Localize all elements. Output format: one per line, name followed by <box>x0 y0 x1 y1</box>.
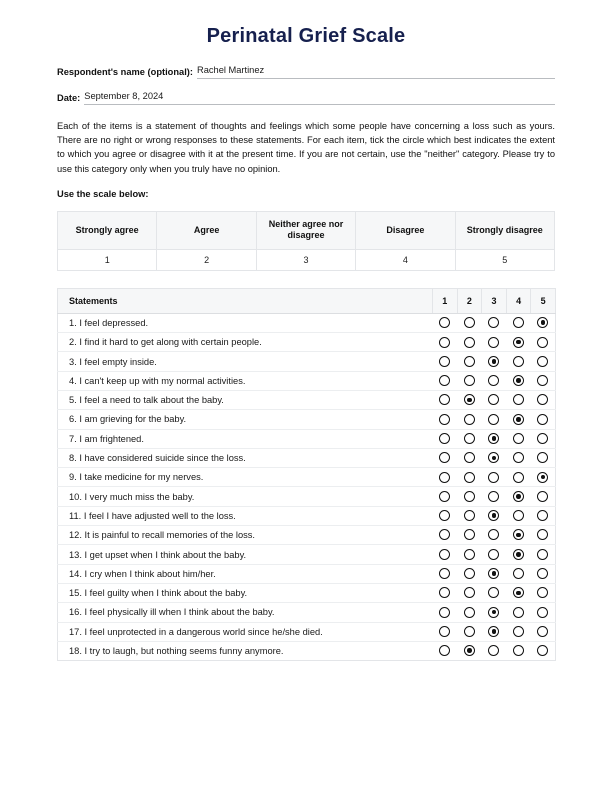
rating-cell-5[interactable] <box>531 391 556 410</box>
radio-empty-icon[interactable] <box>513 510 524 521</box>
rating-cell-4[interactable] <box>506 487 531 506</box>
rating-cell-2[interactable] <box>457 429 482 448</box>
rating-cell-3[interactable] <box>482 641 507 660</box>
rating-cell-1[interactable] <box>433 526 458 545</box>
rating-cell-3[interactable] <box>482 371 507 390</box>
table-row <box>58 564 556 583</box>
rating-cell-3[interactable] <box>482 603 507 622</box>
radio-selected-icon[interactable] <box>513 414 524 425</box>
radio-empty-icon[interactable] <box>464 529 475 540</box>
radio-selected-icon[interactable] <box>488 433 499 444</box>
radio-empty-icon[interactable] <box>464 452 475 463</box>
radio-empty-icon[interactable] <box>537 568 548 579</box>
scale-value-cell: 3 <box>256 249 355 270</box>
radio-empty-icon[interactable] <box>513 394 524 405</box>
rating-cell-2[interactable] <box>457 583 482 602</box>
radio-selected-icon[interactable] <box>488 607 499 618</box>
scale-value-cell: 4 <box>356 249 455 270</box>
radio-empty-icon[interactable] <box>537 587 548 598</box>
rating-cell-1[interactable] <box>433 487 458 506</box>
rating-cell-3[interactable] <box>482 564 507 583</box>
radio-empty-icon[interactable] <box>439 394 450 405</box>
rating-cell-3[interactable] <box>482 583 507 602</box>
rating-cell-4[interactable] <box>506 410 531 429</box>
statement-text: 16. I feel physically ill when I think about the baby. <box>58 603 433 622</box>
radio-empty-icon[interactable] <box>464 414 475 425</box>
radio-empty-icon[interactable] <box>537 529 548 540</box>
rating-cell-5[interactable] <box>531 468 556 487</box>
statement-text: 13. I get upset when I think about the baby. <box>58 545 433 564</box>
scale-legend-table <box>57 211 555 271</box>
radio-empty-icon[interactable] <box>513 645 524 656</box>
radio-empty-icon[interactable] <box>537 356 548 367</box>
rating-cell-4[interactable] <box>506 603 531 622</box>
rating-cell-1[interactable] <box>433 410 458 429</box>
date-label: Date: <box>57 93 81 103</box>
radio-empty-icon[interactable] <box>439 337 450 348</box>
radio-empty-icon[interactable] <box>464 587 475 598</box>
rating-cell-2[interactable] <box>457 622 482 641</box>
radio-empty-icon[interactable] <box>439 414 450 425</box>
radio-empty-icon[interactable] <box>537 337 548 348</box>
radio-empty-icon[interactable] <box>464 491 475 502</box>
rating-cell-1[interactable] <box>433 371 458 390</box>
radio-empty-icon[interactable] <box>464 337 475 348</box>
statement-text: 17. I feel unprotected in a dangerous world since he/she died. <box>58 622 433 641</box>
statement-text: 14. I cry when I think about him/her. <box>58 564 433 583</box>
radio-empty-icon[interactable] <box>513 356 524 367</box>
radio-empty-icon[interactable] <box>488 414 499 425</box>
scale-value-cell: 2 <box>157 249 256 270</box>
radio-selected-icon[interactable] <box>513 529 524 540</box>
rating-cell-3[interactable] <box>482 448 507 467</box>
rating-cell-4[interactable] <box>506 564 531 583</box>
statement-text: 15. I feel guilty when I think about the baby. <box>58 583 433 602</box>
rating-cell-5[interactable] <box>531 545 556 564</box>
radio-empty-icon[interactable] <box>513 433 524 444</box>
rating-cell-4[interactable] <box>506 333 531 352</box>
radio-selected-icon[interactable] <box>488 568 499 579</box>
rating-cell-3[interactable] <box>482 333 507 352</box>
radio-empty-icon[interactable] <box>464 317 475 328</box>
radio-empty-icon[interactable] <box>488 549 499 560</box>
statements-table <box>57 288 556 661</box>
rating-cell-3[interactable] <box>482 545 507 564</box>
radio-empty-icon[interactable] <box>513 626 524 637</box>
rating-cell-3[interactable] <box>482 313 507 332</box>
statement-text: 2. I find it hard to get along with certain people. <box>58 333 433 352</box>
scale-header-cell: Strongly disagree <box>455 211 554 249</box>
page-title: Perinatal Grief Scale <box>206 25 406 47</box>
radio-empty-icon[interactable] <box>439 549 450 560</box>
rating-cell-5[interactable] <box>531 641 556 660</box>
table-row <box>58 526 556 545</box>
radio-empty-icon[interactable] <box>488 491 499 502</box>
table-row <box>58 429 556 448</box>
rating-cell-1[interactable] <box>433 448 458 467</box>
rating-cell-4[interactable] <box>506 391 531 410</box>
rating-cell-5[interactable] <box>531 333 556 352</box>
radio-selected-icon[interactable] <box>513 337 524 348</box>
radio-empty-icon[interactable] <box>488 375 499 386</box>
rating-cell-3[interactable] <box>482 622 507 641</box>
rating-cell-1[interactable] <box>433 583 458 602</box>
radio-empty-icon[interactable] <box>513 472 524 483</box>
radio-empty-icon[interactable] <box>537 394 548 405</box>
rating-cell-5[interactable] <box>531 410 556 429</box>
statement-text: 1. I feel depressed. <box>58 313 433 332</box>
scale-header-cell: Agree <box>157 211 256 249</box>
table-row <box>58 468 556 487</box>
rating-cell-5[interactable] <box>531 487 556 506</box>
rating-column-header-2: 2 <box>457 288 482 313</box>
statement-text: 11. I feel I have adjusted well to the loss. <box>58 506 433 525</box>
radio-empty-icon[interactable] <box>488 317 499 328</box>
table-row <box>58 313 556 332</box>
statement-text: 12. It is painful to recall memories of the loss. <box>58 526 433 545</box>
radio-empty-icon[interactable] <box>537 375 548 386</box>
radio-selected-icon[interactable] <box>513 491 524 502</box>
radio-empty-icon[interactable] <box>439 645 450 656</box>
radio-empty-icon[interactable] <box>439 433 450 444</box>
rating-cell-2[interactable] <box>457 333 482 352</box>
rating-cell-3[interactable] <box>482 410 507 429</box>
radio-empty-icon[interactable] <box>488 472 499 483</box>
statements-column-header: Statements <box>58 288 433 313</box>
table-row <box>58 448 556 467</box>
radio-empty-icon[interactable] <box>439 626 450 637</box>
statements-header-row <box>58 288 556 313</box>
radio-empty-icon[interactable] <box>488 394 499 405</box>
radio-empty-icon[interactable] <box>439 607 450 618</box>
statement-text: 3. I feel empty inside. <box>58 352 433 371</box>
scale-header-row <box>58 211 555 249</box>
rating-cell-2[interactable] <box>457 468 482 487</box>
rating-cell-1[interactable] <box>433 429 458 448</box>
rating-cell-2[interactable] <box>457 526 482 545</box>
rating-cell-2[interactable] <box>457 487 482 506</box>
radio-selected-icon[interactable] <box>488 510 499 521</box>
rating-cell-2[interactable] <box>457 352 482 371</box>
rating-cell-2[interactable] <box>457 641 482 660</box>
table-row <box>58 583 556 602</box>
radio-empty-icon[interactable] <box>513 452 524 463</box>
rating-cell-2[interactable] <box>457 313 482 332</box>
radio-empty-icon[interactable] <box>488 587 499 598</box>
table-row <box>58 391 556 410</box>
rating-cell-2[interactable] <box>457 506 482 525</box>
rating-column-header-5: 5 <box>531 288 556 313</box>
rating-cell-2[interactable] <box>457 564 482 583</box>
rating-cell-5[interactable] <box>531 352 556 371</box>
respondent-name-label: Respondent's name (optional): <box>57 67 193 77</box>
radio-empty-icon[interactable] <box>537 549 548 560</box>
rating-cell-4[interactable] <box>506 429 531 448</box>
radio-empty-icon[interactable] <box>439 510 450 521</box>
rating-cell-4[interactable] <box>506 641 531 660</box>
rating-column-header-3: 3 <box>482 288 507 313</box>
statement-text: 8. I have considered suicide since the loss. <box>58 448 433 467</box>
rating-cell-1[interactable] <box>433 352 458 371</box>
radio-empty-icon[interactable] <box>439 375 450 386</box>
rating-cell-1[interactable] <box>433 506 458 525</box>
statement-text: 18. I try to laugh, but nothing seems funny anymore. <box>58 641 433 660</box>
radio-empty-icon[interactable] <box>513 317 524 328</box>
radio-empty-icon[interactable] <box>464 433 475 444</box>
table-row <box>58 371 556 390</box>
radio-selected-icon[interactable] <box>537 317 548 328</box>
scale-note: Use the scale below: <box>57 188 149 199</box>
rating-cell-3[interactable] <box>482 352 507 371</box>
respondent-name-field-row <box>57 64 555 79</box>
radio-selected-icon[interactable] <box>513 549 524 560</box>
radio-empty-icon[interactable] <box>464 568 475 579</box>
statements-table-container <box>57 288 555 661</box>
rating-cell-1[interactable] <box>433 622 458 641</box>
rating-cell-2[interactable] <box>457 603 482 622</box>
radio-selected-icon[interactable] <box>513 375 524 386</box>
rating-cell-1[interactable] <box>433 391 458 410</box>
radio-empty-icon[interactable] <box>439 587 450 598</box>
rating-cell-1[interactable] <box>433 468 458 487</box>
table-row <box>58 641 556 660</box>
scale-value-cell: 5 <box>455 249 554 270</box>
rating-column-header-1: 1 <box>433 288 458 313</box>
statement-text: 4. I can't keep up with my normal activities. <box>58 371 433 390</box>
radio-selected-icon[interactable] <box>464 645 475 656</box>
rating-cell-5[interactable] <box>531 448 556 467</box>
rating-cell-4[interactable] <box>506 583 531 602</box>
rating-cell-5[interactable] <box>531 526 556 545</box>
rating-cell-4[interactable] <box>506 526 531 545</box>
radio-empty-icon[interactable] <box>439 356 450 367</box>
scale-header-cell: Strongly agree <box>58 211 157 249</box>
radio-empty-icon[interactable] <box>513 568 524 579</box>
radio-empty-icon[interactable] <box>464 626 475 637</box>
rating-cell-2[interactable] <box>457 391 482 410</box>
scale-legend-table-container <box>57 211 555 271</box>
table-row <box>58 352 556 371</box>
statement-text: 10. I very much miss the baby. <box>58 487 433 506</box>
statement-text: 5. I feel a need to talk about the baby. <box>58 391 433 410</box>
rating-cell-1[interactable] <box>433 564 458 583</box>
rating-cell-4[interactable] <box>506 313 531 332</box>
rating-cell-2[interactable] <box>457 410 482 429</box>
radio-selected-icon[interactable] <box>464 394 475 405</box>
rating-column-header-4: 4 <box>506 288 531 313</box>
statement-text: 7. I am frightened. <box>58 429 433 448</box>
rating-cell-3[interactable] <box>482 429 507 448</box>
radio-empty-icon[interactable] <box>439 529 450 540</box>
radio-empty-icon[interactable] <box>537 510 548 521</box>
radio-empty-icon[interactable] <box>537 452 548 463</box>
rating-cell-4[interactable] <box>506 371 531 390</box>
scale-value-row <box>58 249 555 270</box>
radio-empty-icon[interactable] <box>537 626 548 637</box>
table-row <box>58 545 556 564</box>
radio-empty-icon[interactable] <box>537 491 548 502</box>
radio-empty-icon[interactable] <box>488 645 499 656</box>
radio-selected-icon[interactable] <box>513 587 524 598</box>
table-row <box>58 506 556 525</box>
instructions-paragraph: Each of the items is a statement of thoughts and feelings which some people have concerning a loss such as yours. There are no right or wrong responses to these statements. For each item, tick the circle which best indicates the extent to which you agree or disagree with it at the present time. If you are not certain, use the "neither" category. Please try to use this category only when you truly have no opinion. <box>57 121 555 174</box>
radio-empty-icon[interactable] <box>537 645 548 656</box>
respondent-name-input[interactable]: Rachel Martinez <box>197 64 555 79</box>
radio-empty-icon[interactable] <box>439 317 450 328</box>
rating-cell-3[interactable] <box>482 526 507 545</box>
statements-body <box>58 313 556 660</box>
rating-cell-5[interactable] <box>531 429 556 448</box>
rating-cell-4[interactable] <box>506 506 531 525</box>
radio-empty-icon[interactable] <box>464 356 475 367</box>
radio-empty-icon[interactable] <box>537 414 548 425</box>
rating-cell-4[interactable] <box>506 622 531 641</box>
rating-cell-3[interactable] <box>482 487 507 506</box>
statement-text: 9. I take medicine for my nerves. <box>58 468 433 487</box>
radio-empty-icon[interactable] <box>439 491 450 502</box>
table-row <box>58 622 556 641</box>
rating-cell-5[interactable] <box>531 603 556 622</box>
radio-empty-icon[interactable] <box>464 472 475 483</box>
radio-empty-icon[interactable] <box>513 607 524 618</box>
radio-empty-icon[interactable] <box>464 607 475 618</box>
table-row <box>58 487 556 506</box>
date-field-row <box>57 90 555 105</box>
scale-header-cell: Neither agree nor disagree <box>256 211 355 249</box>
rating-cell-5[interactable] <box>531 506 556 525</box>
rating-cell-4[interactable] <box>506 352 531 371</box>
statement-text: 6. I am grieving for the baby. <box>58 410 433 429</box>
scale-header-cell: Disagree <box>356 211 455 249</box>
scale-value-cell: 1 <box>58 249 157 270</box>
rating-cell-1[interactable] <box>433 333 458 352</box>
radio-selected-icon[interactable] <box>488 626 499 637</box>
rating-cell-2[interactable] <box>457 448 482 467</box>
rating-cell-1[interactable] <box>433 545 458 564</box>
rating-cell-2[interactable] <box>457 371 482 390</box>
rating-cell-1[interactable] <box>433 603 458 622</box>
radio-empty-icon[interactable] <box>537 607 548 618</box>
table-row <box>58 410 556 429</box>
date-input[interactable]: September 8, 2024 <box>84 90 555 105</box>
radio-selected-icon[interactable] <box>488 452 499 463</box>
radio-empty-icon[interactable] <box>439 568 450 579</box>
rating-cell-1[interactable] <box>433 313 458 332</box>
rating-cell-2[interactable] <box>457 545 482 564</box>
rating-cell-4[interactable] <box>506 468 531 487</box>
radio-empty-icon[interactable] <box>439 472 450 483</box>
rating-cell-5[interactable] <box>531 622 556 641</box>
rating-cell-5[interactable] <box>531 313 556 332</box>
rating-cell-3[interactable] <box>482 391 507 410</box>
radio-empty-icon[interactable] <box>488 337 499 348</box>
rating-cell-5[interactable] <box>531 564 556 583</box>
radio-selected-icon[interactable] <box>537 472 548 483</box>
rating-cell-4[interactable] <box>506 448 531 467</box>
radio-empty-icon[interactable] <box>439 452 450 463</box>
table-row <box>58 333 556 352</box>
rating-cell-5[interactable] <box>531 371 556 390</box>
rating-cell-3[interactable] <box>482 468 507 487</box>
rating-cell-5[interactable] <box>531 583 556 602</box>
radio-empty-icon[interactable] <box>464 510 475 521</box>
radio-empty-icon[interactable] <box>464 549 475 560</box>
rating-cell-4[interactable] <box>506 545 531 564</box>
table-row <box>58 603 556 622</box>
rating-cell-1[interactable] <box>433 641 458 660</box>
radio-empty-icon[interactable] <box>488 529 499 540</box>
radio-empty-icon[interactable] <box>464 375 475 386</box>
rating-cell-3[interactable] <box>482 506 507 525</box>
radio-empty-icon[interactable] <box>537 433 548 444</box>
radio-selected-icon[interactable] <box>488 356 499 367</box>
